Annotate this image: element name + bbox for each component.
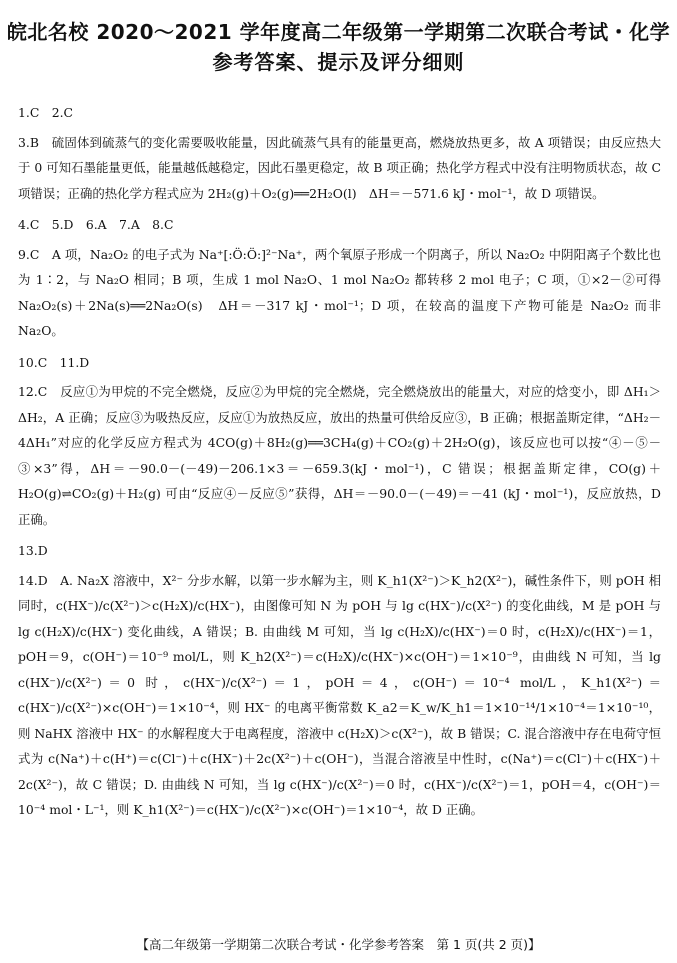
answer-12: 12.C 反应①为甲烷的不完全燃烧，反应②为甲烷的完全燃烧，完全燃烧放出的能量大，对应的焓变小，即 ΔH₁＞ΔH₂，A 正确；反应③为吸热反应，反应①为放热反应，放出的热量可供给反应③，B 正确；根据盖斯定律，“ΔH₂－4ΔH₁”对应的化学反应方程式为 4CO(g)＋8H₂(g)══3CH₄(g)＋CO₂(g)＋2H₂O(g)，该反应也可以按“④－⑤－③×3”得，ΔH＝－90.0－(－49)－206.1×3＝－659.3(kJ・mol⁻¹)，C 错误；根据盖斯定律，CO(g)＋H₂O(g)⇌CO₂(g)＋H₂(g) 可由“反应④－反应⑤”获得，ΔH＝－90.0－(－49)＝－41 (kJ・mol⁻¹)，反应放热，D 正确。 (18, 384, 661, 527)
answer-9: 9.C A 项，Na₂O₂ 的电子式为 Na⁺[:Ö:Ö:]²⁻Na⁺，两个氧原子形成一个阴离子，所以 Na₂O₂ 中阴阳离子个数比也为 1∶2，与 Na₂O 相同；B 项，生成 1 mol Na₂O、1 mol Na₂O₂ 都转移 2 mol 电子；C 项，①×2－②可得 Na₂O₂(s)＋2Na(s)══2Na₂O(s) ΔH＝－317 kJ・mol⁻¹；D 项，在较高的温度下产物可能是 Na₂O₂ 而非 Na₂O。 (18, 246, 661, 338)
answer-10-11: 10.C 11.D (18, 354, 90, 370)
answer-13: 13.D (18, 543, 48, 558)
answer-body (18, 100, 661, 829)
answer-1-2: 1.C 2.C (18, 105, 73, 120)
answer-4-8: 4.C 5.D 6.A 7.A 8.C (18, 217, 174, 232)
page-title: 皖北名校 2020～2021 学年度高二年级第一学期第二次联合考试・化学 (6, 20, 671, 44)
page-footer: 【高二年级第一学期第二次联合考试・化学参考答案 第 1 页(共 2 页)】 (136, 937, 541, 952)
page-subtitle: 参考答案、提示及评分细则 (212, 50, 465, 74)
answer-14: 14.D A. Na₂X 溶液中，X²⁻ 分步水解，以第一步水解为主，则 K_h1(X²⁻)＞K_h2(X²⁻)，碱性条件下，则 pOH 相同时，c(HX⁻)/c(X²⁻)＞c(H₂X)/c(HX⁻)，由图像可知 N 为 pOH 与 lg c(HX⁻)/c(X²⁻) 的变化曲线，M 是 pOH 与 lg c(H₂X)/c(HX⁻) 变化曲线，A 错误；B. 由曲线 M 可知，当 lg c(H₂X)/c(HX⁻)＝0 时，c(H₂X)/c(HX⁻)＝1，pOH＝9，c(OH⁻)＝10⁻⁹ mol/L，则 K_h2(X²⁻)＝c(H₂X)/c(HX⁻)×c(OH⁻)＝1×10⁻⁹，由曲线 N 可知，当 lg c(HX⁻)/c(X²⁻)＝0 时，c(HX⁻)/c(X²⁻)＝1，pOH＝4，c(OH⁻)＝10⁻⁴ mol/L，K_h1(X²⁻)＝c(HX⁻)/c(X²⁻)×c(OH⁻)＝1×10⁻⁴，则 HX⁻ 的电离平衡常数 K_a2＝K_w/K_h1＝1×10⁻¹⁴/1×10⁻⁴＝1×10⁻¹⁰，则 NaHX 溶液中 HX⁻ 的水解程度大于电离程度，溶液中 c(H₂X)＞c(X²⁻)，故 B 错误；C. 混合溶液中存在电荷守恒式为 c(Na⁺)＋c(H⁺)＝c(Cl⁻)＋c(HX⁻)＋2c(X²⁻)＋c(OH⁻)，当混合溶液呈中性时，c(Na⁺)＝c(Cl⁻)＋c(HX⁻)＋2c(X²⁻)，故 C 错误；D. 由曲线 N 可知，当 lg c(HX⁻)/c(X²⁻)＝0 时，c(HX⁻)/c(X²⁻)＝1，pOH＝4，c(OH⁻)＝10⁻⁴ mol・L⁻¹，则 K_h1(X²⁻)＝c(HX⁻)/c(X²⁻)×c(OH⁻)＝1×10⁻⁴，故 D 正确。 (18, 572, 661, 817)
answer-3: 3.B 硫固体到硫蒸气的变化需要吸收能量，因此硫蒸气具有的能量更高，燃烧放热更多，故 A 项错误；由反应热大于 0 可知石墨能量更低，能量越低越稳定，因此石墨更稳定，故 B 项正确；热化学方程式中没有注明物质状态，故 C 项错误；正确的热化学方程式应为 2H₂(g)＋O₂(g)══2H₂O(l) ΔH＝－571.6 kJ・mol⁻¹，故 D 项错误。 (18, 134, 661, 201)
